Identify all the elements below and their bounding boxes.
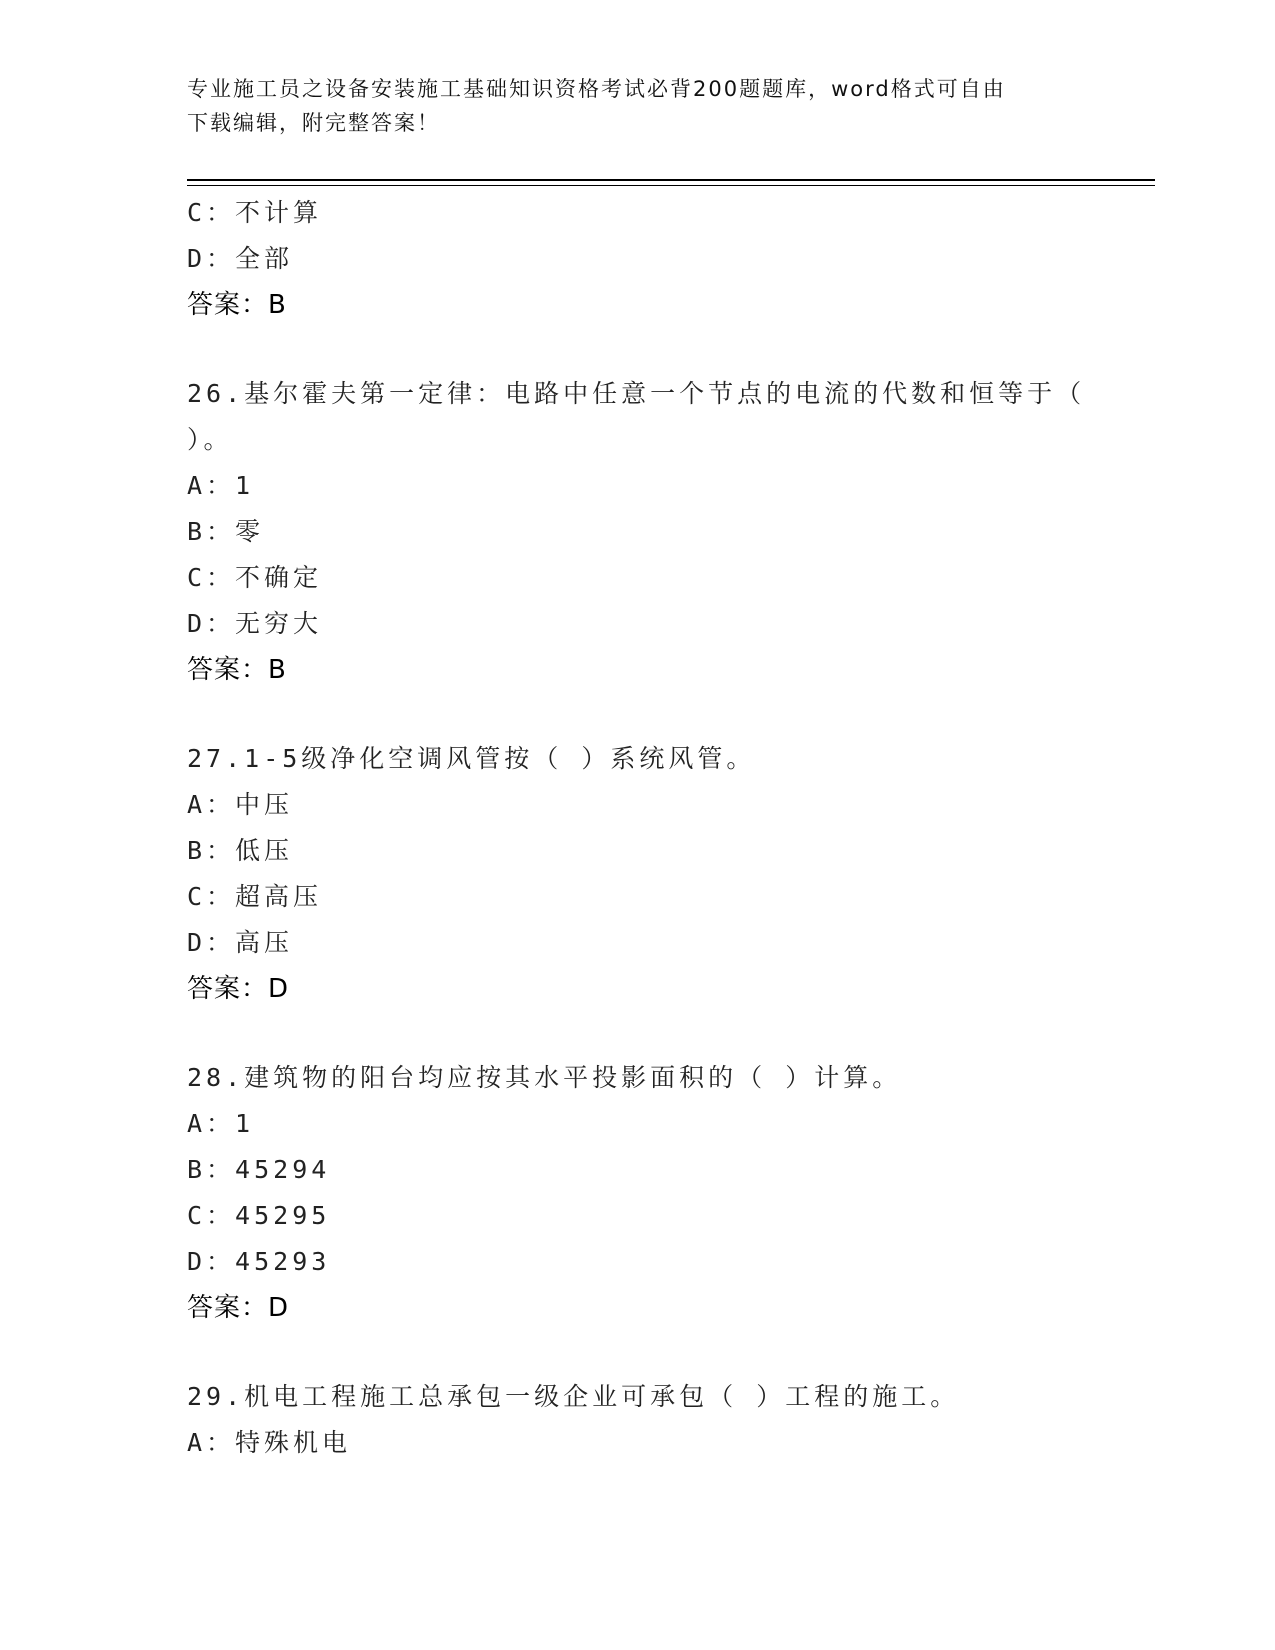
question-28 xyxy=(187,1055,1087,1331)
option-a: A：1 xyxy=(187,471,255,500)
question-27 xyxy=(187,736,1087,1012)
option-a: A：中压 xyxy=(187,790,294,819)
header-rule-thick xyxy=(187,179,1155,181)
document-header xyxy=(187,72,1087,140)
header-rule-thin xyxy=(187,185,1155,186)
question-29 xyxy=(187,1374,1087,1466)
option-d: D：全部 xyxy=(187,244,294,273)
option-b: B：低压 xyxy=(187,836,294,865)
question-title: 27.1-5级净化空调风管按（ ）系统风管。 xyxy=(187,744,756,773)
option-c: C：45295 xyxy=(187,1201,331,1230)
option-b: B：45294 xyxy=(187,1155,331,1184)
answer: 答案：D xyxy=(187,974,290,1004)
option-c: C：不确定 xyxy=(187,563,323,592)
option-d: D：无穷大 xyxy=(187,609,323,638)
option-a: A：特殊机电 xyxy=(187,1428,352,1457)
option-c: C：不计算 xyxy=(187,198,323,227)
question-title: 28.建筑物的阳台均应按其水平投影面积的（ ）计算。 xyxy=(187,1063,902,1092)
question-list xyxy=(187,190,1087,1466)
answer: 答案：D xyxy=(187,1293,290,1323)
question-title: 29.机电工程施工总承包一级企业可承包（ ）工程的施工。 xyxy=(187,1382,960,1411)
option-a: A：1 xyxy=(187,1109,255,1138)
question-25-partial xyxy=(187,190,1087,328)
header-line-1: 专业施工员之设备安装施工基础知识资格考试必背200题题库，word格式可自由 xyxy=(187,77,1006,101)
option-d: D：高压 xyxy=(187,928,294,957)
question-title: 26.基尔霍夫第一定律：电路中任意一个节点的电流的代数和恒等于（ xyxy=(187,379,1086,408)
option-b: B：零 xyxy=(187,517,265,546)
answer: 答案：B xyxy=(187,290,287,320)
answer: 答案：B xyxy=(187,655,287,685)
question-26 xyxy=(187,371,1087,693)
question-title-continued: ）。 xyxy=(187,425,233,454)
header-line-2: 下载编辑，附完整答案！ xyxy=(187,111,440,135)
option-d: D：45293 xyxy=(187,1247,331,1276)
option-c: C：超高压 xyxy=(187,882,323,911)
